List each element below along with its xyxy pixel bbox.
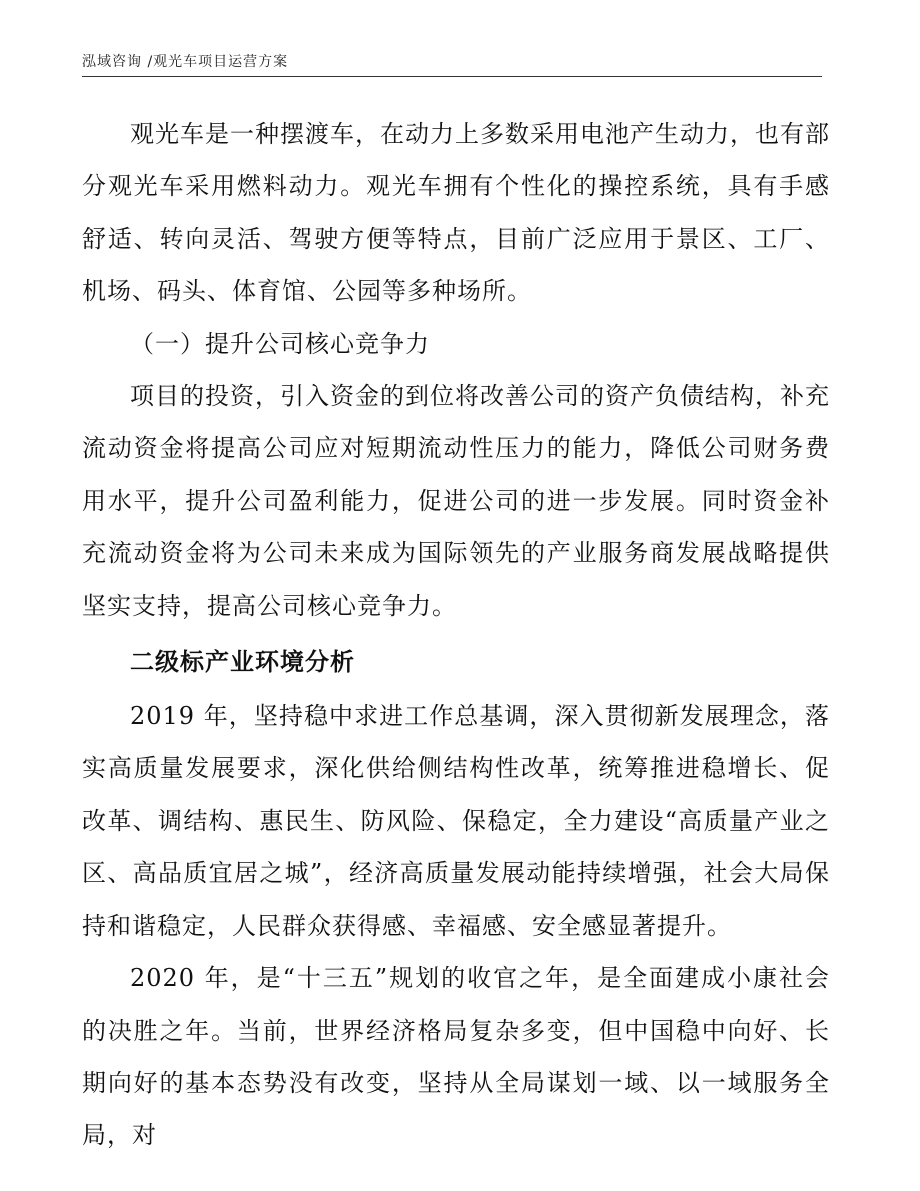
paragraph-investment: 项目的投资，引入资金的到位将改善公司的资产负债结构，补充流动资金将提高公司应对短期流动性压力的能力，降低公司财务费用水平，提升公司盈利能力，促进公司的进一步发展。同时资金补充流动资金将为公司未来成为国际领先的产业服务商发展战略提供坚实支持，提高公司核心竞争力。 xyxy=(82,382,830,620)
paragraph-intro: 观光车是一种摆渡车，在动力上多数采用电池产生动力，也有部分观光车采用燃料动力。观光车拥有个性化的操控系统，具有手感舒适、转向灵活、驾驶方便等特点，目前广泛应用于景区、工厂、机场、码头、体育馆、公园等多种场所。 xyxy=(82,120,830,306)
subheading-core-competitiveness: （一）提升公司核心竞争力 xyxy=(130,329,430,358)
paragraph-2019: 2019 年，坚持稳中求进工作总基调，深入贯彻新发展理念，落实高质量发展要求，深化供给侧结构性改革，统筹推进稳增长、促改革、调结构、惠民生、防风险、保稳定，全力建设“高质量产业之区、高品质宜居之城”，经济高质量发展动能持续增强，社会大局保持和谐稳定，人民群众获得感、幸福感、安全感显著提升。 xyxy=(82,702,830,940)
document-body xyxy=(82,108,830,1162)
section-heading: 二级标产业环境分析 xyxy=(130,648,355,677)
paragraph-2020: 2020 年，是“十三五”规划的收官之年，是全面建成小康社会的决胜之年。当前，世界经济格局复杂多变，但中国稳中向好、长期向好的基本态势没有改变，坚持从全局谋划一域、以一域服务全局，对 xyxy=(82,964,830,1150)
page-header: 泓域咨询 /观光车项目运营方案 xyxy=(82,54,822,77)
